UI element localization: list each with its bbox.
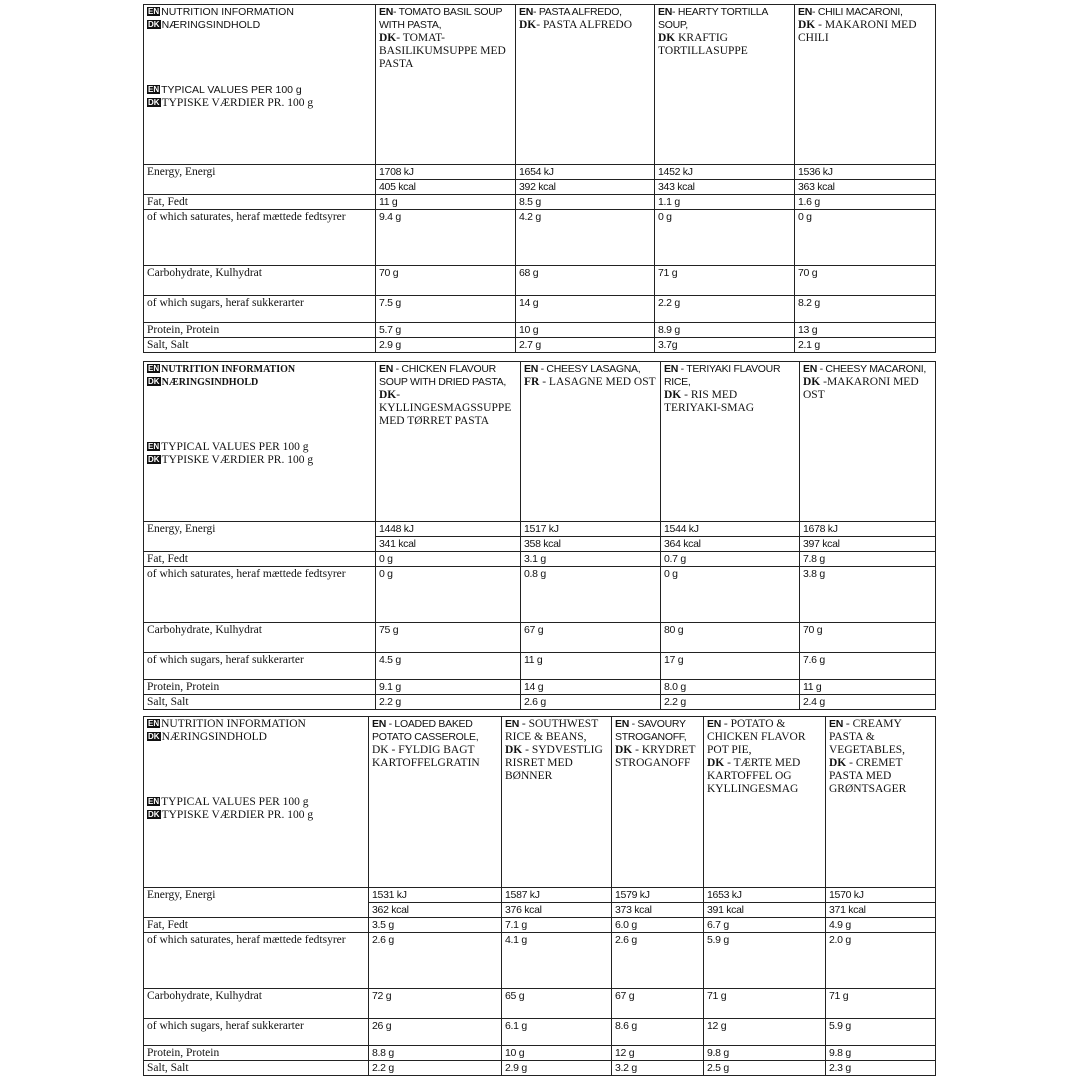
- protein-value: 8.0 g: [661, 680, 800, 695]
- product-name-dk: - KYLLINGESMAGSSUPPE MED TØRRET PASTA: [379, 389, 512, 427]
- energy-kj-value: 1531 kJ: [369, 888, 502, 903]
- carbohydrate-value: 70 g: [800, 623, 936, 653]
- fat-value: 8.5 g: [516, 195, 655, 210]
- product-name-en: - POTATO & CHICKEN FLAVOR POT PIE,: [707, 718, 806, 756]
- salt-value: 2.2 g: [376, 695, 521, 710]
- sugars-value: 14 g: [516, 296, 655, 323]
- sugars-value: 4.5 g: [376, 653, 521, 680]
- salt-value: 2.5 g: [704, 1061, 826, 1076]
- saturates-value: 0 g: [655, 210, 795, 266]
- dk-prefix: DK: [829, 757, 847, 769]
- sugars-value: 8.2 g: [795, 296, 936, 323]
- dk-prefix: DK: [803, 376, 821, 388]
- en-prefix: EN: [658, 6, 672, 18]
- product-header: [795, 5, 936, 165]
- dk-tag: DK: [148, 20, 160, 29]
- nutrition-information-label: NUTRITION INFORMATION: [161, 6, 294, 18]
- dk-tag: DK: [148, 810, 160, 819]
- salt-value: 2.4 g: [800, 695, 936, 710]
- naeringsindhold-label: NÆRINGSINDHOLD: [161, 19, 261, 31]
- energy-kj-value: 1452 kJ: [655, 165, 795, 180]
- dk-prefix: DK: [379, 32, 397, 44]
- product-header: [826, 717, 936, 888]
- carbohydrate-value: 67 g: [612, 989, 704, 1019]
- row-label-fat: Fat, Fedt: [144, 195, 376, 210]
- product-name-dk: - SYDVESTLIG RISRET MED BØNNER: [505, 744, 603, 782]
- saturates-value: 3.8 g: [800, 567, 936, 623]
- row-label-protein: Protein, Protein: [144, 323, 376, 338]
- table-header-cell: [144, 5, 376, 165]
- carbohydrate-value: 68 g: [516, 266, 655, 296]
- row-label-saturates: of which saturates, heraf mættede fedtsyrer: [144, 933, 369, 989]
- row-label-carbohydrate: Carbohydrate, Kulhydrat: [144, 989, 369, 1019]
- typiske-vaerdier-label: TYPISKE VÆRDIER PR. 100 g: [161, 97, 314, 109]
- energy-kj-value: 1448 kJ: [376, 522, 521, 537]
- product-header: [521, 362, 661, 522]
- row-label-fat: Fat, Fedt: [144, 552, 376, 567]
- typiske-vaerdier-label: TYPISKE VÆRDIER PR. 100 g: [161, 454, 314, 466]
- saturates-value: 9.4 g: [376, 210, 516, 266]
- energy-kcal-value: 405 kcal: [376, 180, 516, 195]
- energy-kj-value: 1536 kJ: [795, 165, 936, 180]
- typiske-vaerdier-label: TYPISKE VÆRDIER PR. 100 g: [161, 809, 314, 821]
- nutrition-table-3: [143, 716, 936, 1076]
- dk-prefix: DK: [664, 389, 682, 401]
- dk-prefix: DK: [379, 389, 397, 401]
- en-prefix: EN: [524, 363, 538, 375]
- row-label-energy: Energy, Energi: [144, 522, 376, 552]
- row-label-energy: Energy, Energi: [144, 165, 376, 195]
- row-label-salt: Salt, Salt: [144, 1061, 369, 1076]
- product-header: [376, 5, 516, 165]
- energy-kj-value: 1587 kJ: [502, 888, 612, 903]
- product-name-dk: - LASAGNE MED OST: [539, 376, 656, 388]
- nutrition-table-2: [143, 361, 936, 710]
- product-name-dk: - TÆRTE MED KARTOFFEL OG KYLLINGESMAG: [707, 757, 801, 795]
- en-prefix: EN: [519, 6, 533, 18]
- product-name-en: - SAVOURY STROGANOFF,: [615, 718, 687, 743]
- salt-value: 2.1 g: [795, 338, 936, 353]
- product-name-dk: - RIS MED TERIYAKI-SMAG: [664, 389, 755, 414]
- saturates-value: 5.9 g: [704, 933, 826, 989]
- product-name-en: - CHEESY LASAGNA,: [538, 363, 641, 375]
- dk-prefix: DK: [658, 32, 676, 44]
- typical-values-label: TYPICAL VALUES PER 100 g: [161, 441, 309, 453]
- dk-prefix: DK: [707, 757, 725, 769]
- product-header: [704, 717, 826, 888]
- carbohydrate-value: 65 g: [502, 989, 612, 1019]
- saturates-value: 0 g: [795, 210, 936, 266]
- fat-value: 6.7 g: [704, 918, 826, 933]
- protein-value: 8.8 g: [369, 1046, 502, 1061]
- energy-kcal-value: 363 kcal: [795, 180, 936, 195]
- energy-kj-value: 1653 kJ: [704, 888, 826, 903]
- naeringsindhold-label: NÆRINGSINDHOLD: [161, 731, 267, 743]
- fat-value: 4.9 g: [826, 918, 936, 933]
- fat-value: 0 g: [376, 552, 521, 567]
- carbohydrate-value: 67 g: [521, 623, 661, 653]
- nutrition-information-label: NUTRITION INFORMATION: [161, 364, 296, 375]
- salt-value: 2.3 g: [826, 1061, 936, 1076]
- saturates-value: 4.1 g: [502, 933, 612, 989]
- product-name-dk: - CREMET PASTA MED GRØNTSAGER: [829, 757, 907, 795]
- en-prefix: EN: [505, 718, 519, 730]
- product-name-en: - HEARTY TORTILLA SOUP,: [658, 6, 768, 31]
- protein-value: 13 g: [795, 323, 936, 338]
- fat-value: 11 g: [376, 195, 516, 210]
- en-tag: EN: [148, 797, 160, 806]
- salt-value: 2.9 g: [502, 1061, 612, 1076]
- saturates-value: 2.6 g: [369, 933, 502, 989]
- saturates-value: 4.2 g: [516, 210, 655, 266]
- sugars-value: 17 g: [661, 653, 800, 680]
- salt-value: 2.6 g: [521, 695, 661, 710]
- product-name-en: - SOUTHWEST RICE & BEANS,: [505, 718, 599, 743]
- salt-value: 2.9 g: [376, 338, 516, 353]
- product-header: [612, 717, 704, 888]
- fat-value: 3.5 g: [369, 918, 502, 933]
- carbohydrate-value: 70 g: [795, 266, 936, 296]
- sugars-value: 7.6 g: [800, 653, 936, 680]
- energy-kcal-value: 391 kcal: [704, 903, 826, 918]
- protein-value: 10 g: [516, 323, 655, 338]
- sugars-value: 7.5 g: [376, 296, 516, 323]
- energy-kcal-value: 341 kcal: [376, 537, 521, 552]
- carbohydrate-value: 71 g: [655, 266, 795, 296]
- carbohydrate-value: 72 g: [369, 989, 502, 1019]
- carbohydrate-value: 71 g: [826, 989, 936, 1019]
- product-name-en: - CHEESY MACARONI,: [817, 363, 927, 375]
- product-name-dk: KRAFTIG TORTILLASUPPE: [658, 32, 748, 57]
- en-tag: EN: [148, 719, 160, 728]
- row-label-salt: Salt, Salt: [144, 338, 376, 353]
- dk-prefix: DK: [505, 744, 523, 756]
- table-header-cell: [144, 717, 369, 888]
- sugars-value: 6.1 g: [502, 1019, 612, 1046]
- row-label-protein: Protein, Protein: [144, 1046, 369, 1061]
- protein-value: 12 g: [612, 1046, 704, 1061]
- sugars-value: 26 g: [369, 1019, 502, 1046]
- protein-value: 9.1 g: [376, 680, 521, 695]
- sugars-value: 8.6 g: [612, 1019, 704, 1046]
- row-label-energy: Energy, Energi: [144, 888, 369, 918]
- typical-values-label: TYPICAL VALUES PER 100 g: [161, 796, 309, 808]
- energy-kj-value: 1570 kJ: [826, 888, 936, 903]
- energy-kcal-value: 376 kcal: [502, 903, 612, 918]
- product-name-dk: -MAKARONI MED OST: [803, 376, 919, 401]
- dk-prefix: DK: [615, 744, 633, 756]
- energy-kj-value: 1678 kJ: [800, 522, 936, 537]
- en-prefix: EN: [664, 363, 678, 375]
- product-header: [655, 5, 795, 165]
- protein-value: 8.9 g: [655, 323, 795, 338]
- product-name-en: - TOMATO BASIL SOUP WITH PASTA,: [379, 6, 503, 31]
- row-label-sugars: of which sugars, heraf sukkerarter: [144, 653, 376, 680]
- product-name-dk: - PASTA ALFREDO: [536, 19, 633, 31]
- saturates-value: 0 g: [661, 567, 800, 623]
- salt-value: 2.2 g: [369, 1061, 502, 1076]
- dk-prefix: DK: [372, 744, 389, 756]
- energy-kcal-value: 343 kcal: [655, 180, 795, 195]
- product-name-dk: - TOMAT-BASILIKUMSUPPE MED PASTA: [379, 32, 506, 70]
- row-label-carbohydrate: Carbohydrate, Kulhydrat: [144, 266, 376, 296]
- energy-kcal-value: 392 kcal: [516, 180, 655, 195]
- en-prefix: EN: [798, 6, 812, 18]
- product-name-dk: - FYLDIG BAGT KARTOFFELGRATIN: [372, 744, 480, 769]
- fat-value: 3.1 g: [521, 552, 661, 567]
- row-label-sugars: of which sugars, heraf sukkerarter: [144, 296, 376, 323]
- fat-value: 7.8 g: [800, 552, 936, 567]
- en-tag: EN: [148, 85, 160, 94]
- dk-prefix: DK: [798, 19, 816, 31]
- en-tag: EN: [148, 7, 160, 16]
- product-header: [516, 5, 655, 165]
- protein-value: 14 g: [521, 680, 661, 695]
- row-label-protein: Protein, Protein: [144, 680, 376, 695]
- product-header: [376, 362, 521, 522]
- product-name-dk: - MAKARONI MED CHILI: [798, 19, 917, 44]
- fat-value: 1.1 g: [655, 195, 795, 210]
- product-name-en: - LOADED BAKED POTATO CASSEROLE,: [372, 718, 479, 743]
- row-label-salt: Salt, Salt: [144, 695, 376, 710]
- protein-value: 10 g: [502, 1046, 612, 1061]
- carbohydrate-value: 80 g: [661, 623, 800, 653]
- energy-kcal-value: 362 kcal: [369, 903, 502, 918]
- protein-value: 9.8 g: [704, 1046, 826, 1061]
- en-prefix: EN: [615, 718, 629, 730]
- product-name-en: - CREAMY PASTA & VEGETABLES,: [829, 718, 906, 756]
- carbohydrate-value: 71 g: [704, 989, 826, 1019]
- protein-value: 9.8 g: [826, 1046, 936, 1061]
- en-prefix: EN: [829, 718, 843, 730]
- saturates-value: 0 g: [376, 567, 521, 623]
- energy-kcal-value: 371 kcal: [826, 903, 936, 918]
- sugars-value: 5.9 g: [826, 1019, 936, 1046]
- energy-kj-value: 1544 kJ: [661, 522, 800, 537]
- en-prefix: EN: [803, 363, 817, 375]
- dk-tag: DK: [148, 377, 160, 386]
- dk-prefix: DK: [519, 19, 537, 31]
- fat-value: 0.7 g: [661, 552, 800, 567]
- product-header: [369, 717, 502, 888]
- dk-prefix: FR: [524, 376, 540, 388]
- energy-kcal-value: 373 kcal: [612, 903, 704, 918]
- row-label-carbohydrate: Carbohydrate, Kulhydrat: [144, 623, 376, 653]
- protein-value: 11 g: [800, 680, 936, 695]
- fat-value: 7.1 g: [502, 918, 612, 933]
- dk-tag: DK: [148, 455, 160, 464]
- product-header: [800, 362, 936, 522]
- sugars-value: 2.2 g: [655, 296, 795, 323]
- fat-value: 1.6 g: [795, 195, 936, 210]
- energy-kj-value: 1579 kJ: [612, 888, 704, 903]
- sugars-value: 11 g: [521, 653, 661, 680]
- product-name-en: - CHICKEN FLAVOUR SOUP WITH DRIED PASTA,: [379, 363, 506, 388]
- saturates-value: 2.0 g: [826, 933, 936, 989]
- fat-value: 6.0 g: [612, 918, 704, 933]
- row-label-sugars: of which sugars, heraf sukkerarter: [144, 1019, 369, 1046]
- row-label-fat: Fat, Fedt: [144, 918, 369, 933]
- en-prefix: EN: [372, 718, 386, 730]
- energy-kj-value: 1517 kJ: [521, 522, 661, 537]
- product-name-en: - TERIYAKI FLAVOUR RICE,: [664, 363, 781, 388]
- product-header: [502, 717, 612, 888]
- table-header-cell: [144, 362, 376, 522]
- en-prefix: EN: [707, 718, 721, 730]
- salt-value: 2.7 g: [516, 338, 655, 353]
- nutrition-information-label: NUTRITION INFORMATION: [161, 718, 306, 730]
- energy-kcal-value: 364 kcal: [661, 537, 800, 552]
- energy-kj-value: 1708 kJ: [376, 165, 516, 180]
- dk-tag: DK: [148, 732, 160, 741]
- salt-value: 3.2 g: [612, 1061, 704, 1076]
- energy-kj-value: 1654 kJ: [516, 165, 655, 180]
- typical-values-label: TYPICAL VALUES PER 100 g: [161, 84, 302, 96]
- saturates-value: 0.8 g: [521, 567, 661, 623]
- salt-value: 3.7g: [655, 338, 795, 353]
- product-name-dk: - KRYDRET STROGANOFF: [615, 744, 696, 769]
- row-label-saturates: of which saturates, heraf mættede fedtsyrer: [144, 210, 376, 266]
- row-label-saturates: of which saturates, heraf mættede fedtsyrer: [144, 567, 376, 623]
- dk-tag: DK: [148, 98, 160, 107]
- energy-kcal-value: 358 kcal: [521, 537, 661, 552]
- en-prefix: EN: [379, 363, 393, 375]
- sugars-value: 12 g: [704, 1019, 826, 1046]
- en-tag: EN: [148, 442, 160, 451]
- en-tag: EN: [148, 364, 160, 373]
- saturates-value: 2.6 g: [612, 933, 704, 989]
- carbohydrate-value: 70 g: [376, 266, 516, 296]
- product-header: [661, 362, 800, 522]
- carbohydrate-value: 75 g: [376, 623, 521, 653]
- salt-value: 2.2 g: [661, 695, 800, 710]
- product-name-en: - CHILI MACARONI,: [812, 6, 903, 18]
- energy-kcal-value: 397 kcal: [800, 537, 936, 552]
- product-name-en: - PASTA ALFREDO,: [533, 6, 622, 18]
- naeringsindhold-label: NÆRINGSINDHOLD: [161, 377, 259, 388]
- protein-value: 5.7 g: [376, 323, 516, 338]
- en-prefix: EN: [379, 6, 393, 18]
- nutrition-table-1: [143, 4, 936, 353]
